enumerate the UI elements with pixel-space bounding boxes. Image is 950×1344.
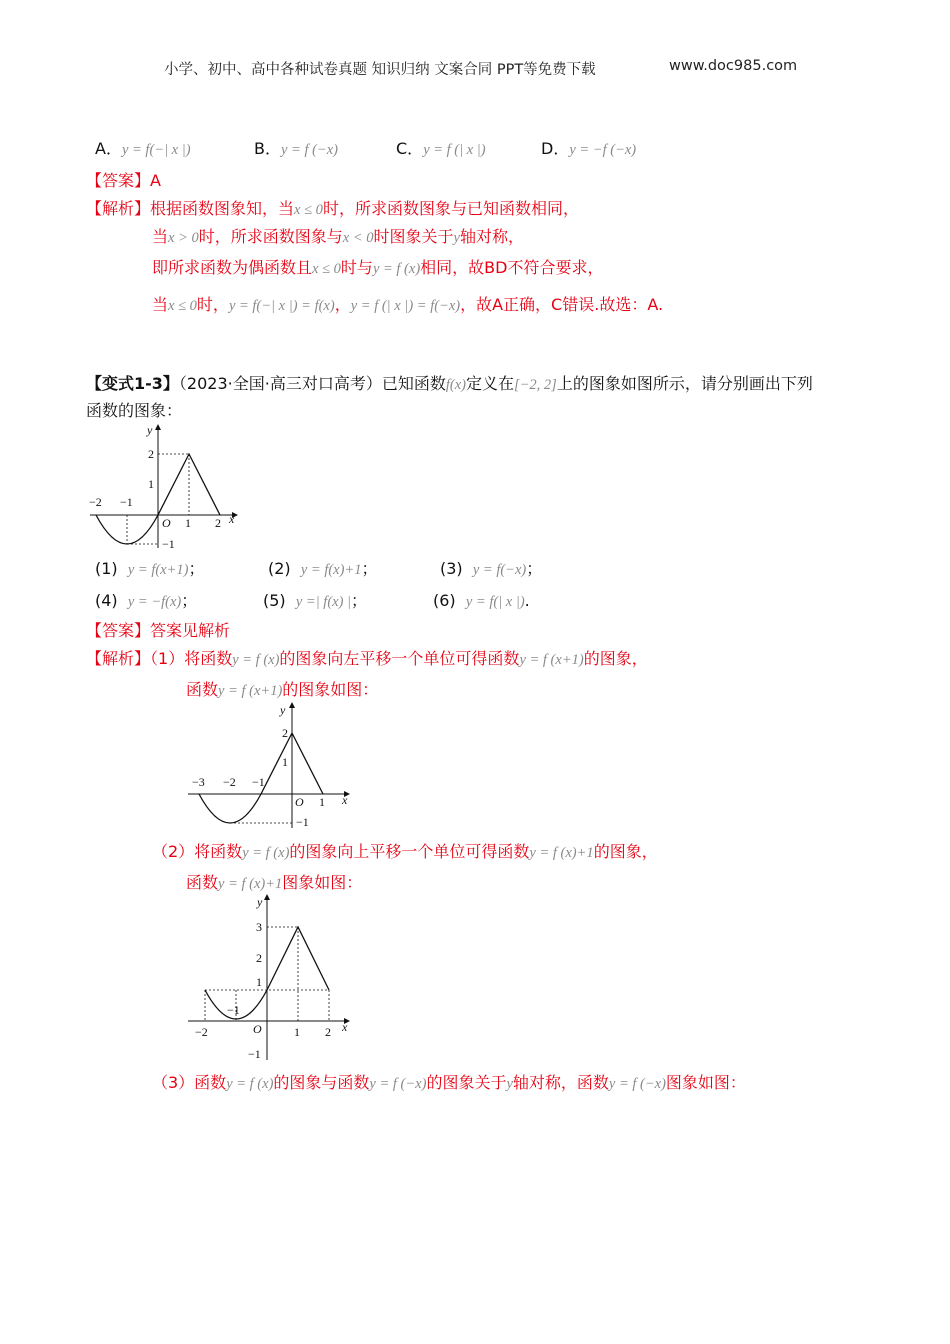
subq-1: (1) y = f(x+1)；	[95, 559, 205, 578]
analysis-2-p1-line2: 函数y = f (x+1)的图象如图：	[186, 680, 379, 699]
g2-xtick: 1	[319, 795, 325, 809]
g3-ytick: 3	[256, 920, 262, 934]
variant-line1: 【变式1-3】（2023·全国·高三对口高考）已知函数f(x)定义在[−2, 2]上的图象如图所示，请分别画出下列	[86, 374, 813, 393]
answer-2: 【答案】答案见解析	[86, 621, 231, 640]
g3-xtick: 2	[325, 1025, 331, 1039]
g3-ytick: −1	[248, 1047, 261, 1061]
g1-xtick: 2	[215, 516, 221, 530]
answer-1: 【答案】A	[86, 171, 161, 190]
graph-shift-up	[185, 890, 355, 1065]
analysis-2-p2-line1: （2）将函数y = f (x)的图象向上平移一个单位可得函数y = f (x)+1的图象，	[152, 842, 658, 861]
g2-xtick: −1	[252, 775, 265, 789]
variant-line2: 函数的图象：	[86, 401, 183, 420]
subq-2: (2) y = f(x)+1；	[268, 559, 378, 578]
g3-x-label: x	[342, 1020, 348, 1034]
g3-xtick: 1	[294, 1025, 300, 1039]
header-text: 小学、初中、高中各种试卷真题 知识归纳 文案合同 PPT等免费下载	[164, 62, 596, 78]
g1-ytick: −1	[162, 537, 175, 551]
g1-x-label: x	[229, 512, 235, 526]
analysis-2-p2-line2: 函数y = f (x)+1图象如图：	[186, 873, 363, 892]
graph-original	[85, 420, 245, 555]
analysis-1-line1: 【解析】根据函数图象知，当x ≤ 0时，所求函数图象与已知函数相同，	[86, 199, 579, 218]
subq-3: (3) y = f(−x)；	[440, 559, 543, 578]
g1-xtick: −1	[120, 495, 133, 509]
g1-xtick: 1	[185, 516, 191, 530]
g3-min-label: −1	[227, 1003, 240, 1017]
graph-shift-left	[185, 698, 355, 833]
option-a: A．y = f(−| x |)	[95, 139, 191, 158]
g3-y-label: y	[257, 895, 263, 909]
g1-origin: O	[162, 516, 171, 530]
g3-ytick: 1	[256, 975, 262, 989]
g2-x-label: x	[342, 793, 348, 807]
g1-xtick: −2	[89, 495, 102, 509]
g2-ytick: −1	[296, 815, 309, 829]
analysis-1-line3: 即所求函数为偶函数且x ≤ 0时与y = f (x)相同，故BD不符合要求，	[152, 258, 604, 277]
subq-4: (4) y = −f(x)；	[95, 591, 198, 610]
option-c: C．y = f (| x |)	[396, 139, 486, 158]
analysis-1-line4: 当x ≤ 0时，y = f(−| x |) = f(x)，y = f (| x |) = f(−x)，故A正确，C错误.故选：A.	[152, 295, 664, 314]
g3-xtick: −2	[195, 1025, 208, 1039]
option-b: B．y = f (−x)	[254, 139, 338, 158]
g1-ytick: 2	[148, 447, 154, 461]
header-url[interactable]: www.doc985.com	[669, 58, 798, 74]
g3-ytick: 2	[256, 951, 262, 965]
subq-6: (6) y = f(| x |).	[433, 591, 530, 610]
subq-5: (5) y =| f(x) |；	[263, 591, 368, 610]
g2-y-label: y	[280, 703, 286, 717]
g2-ytick: 2	[282, 726, 288, 740]
g3-origin: O	[253, 1022, 262, 1036]
analysis-2-p1-line1: 【解析】（1）将函数y = f (x)的图象向左平移一个单位可得函数y = f (x+1)的图象，	[86, 649, 648, 668]
g1-ytick: 1	[148, 477, 154, 491]
analysis-1-line2: 当x > 0时，所求函数图象与x < 0时图象关于y轴对称，	[152, 227, 524, 246]
g2-origin: O	[295, 795, 304, 809]
option-d: D．y = −f (−x)	[541, 139, 637, 158]
g2-xtick: −2	[223, 775, 236, 789]
analysis-2-p3-line1: （3）函数y = f (x)的图象与函数y = f (−x)的图象关于y轴对称，函数y = f (−x)图象如图：	[152, 1073, 746, 1092]
g2-xtick: −3	[192, 775, 205, 789]
g1-y-label: y	[147, 423, 153, 437]
g2-ytick: 1	[282, 755, 288, 769]
